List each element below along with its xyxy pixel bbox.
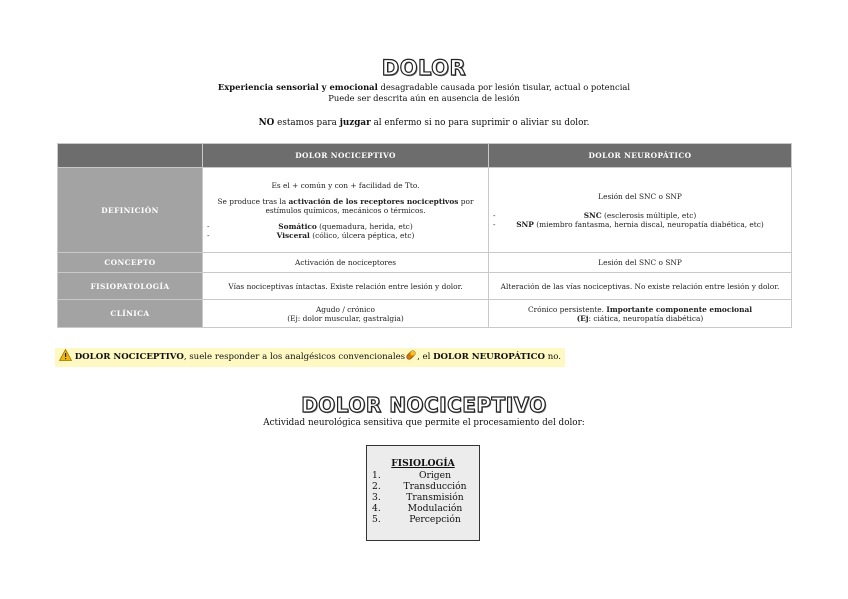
clinica-neuro-ej-rest: : ciática, neuropatía diabética)	[588, 313, 704, 323]
noci-def-line1: Es el + común y con + facilidad de Tto.	[271, 180, 420, 190]
noci-visceral-bold: Visceral	[276, 230, 310, 240]
noci-def-pre: Se produce tras la	[217, 196, 289, 206]
note-text-1: estamos para	[274, 118, 340, 128]
page-title: DOLOR	[381, 56, 467, 80]
row-label-definicion: DEFINICIÓN	[58, 168, 203, 253]
pill-icon	[405, 349, 417, 361]
warning-text-1: , suele responder a los analgésicos convencionales	[183, 352, 406, 362]
table-row-fisiopatologia	[58, 273, 792, 300]
list-item-label: Modulación	[407, 503, 463, 514]
list-item-label: Transmisión	[406, 492, 464, 503]
neuro-snc-line: - SNC (esclerosis múltiple, etc)	[493, 210, 697, 220]
list-item-num: 5.	[372, 514, 381, 525]
fisiologia-title: FISIOLOGÍA	[391, 458, 455, 469]
cell-clinica-noci	[203, 300, 489, 328]
clinica-neuro-line2	[493, 314, 787, 323]
header-neuropatico: DOLOR NEUROPÁTICO	[489, 144, 792, 168]
note-text-2: al enfermo si no para suprimir o aliviar su dolor.	[370, 118, 590, 128]
list-item	[372, 514, 476, 525]
clinica-neuro-bold: Importante componente emocional	[606, 304, 753, 314]
row-label-clinica: CLÍNICA	[58, 300, 203, 328]
row-label-fisiopatologia: FISIOPATOLOGÍA	[58, 273, 203, 300]
neuro-def-line1: Lesión del SNC o SNP	[598, 191, 682, 201]
list-item	[372, 470, 476, 481]
header-nociceptivo: DOLOR NOCICEPTIVO	[203, 144, 489, 168]
list-item-num: 1.	[372, 470, 381, 481]
clinica-neuro-line1	[493, 305, 787, 314]
noci-somatico-bold: Somático	[278, 221, 317, 231]
noci-def-para	[207, 197, 484, 215]
section-title: DOLOR NOCICEPTIVO	[301, 393, 547, 417]
warning-icon	[59, 349, 72, 361]
header-empty	[58, 144, 203, 168]
neuro-snp-line: - SNP (miembro fantasma, hernia discal, neuropatía diabética, etc)	[493, 219, 764, 229]
list-item-label: Transducción	[403, 481, 467, 492]
fisiologia-list	[372, 470, 476, 525]
row-label-concepto: CONCEPTO	[58, 253, 203, 273]
cell-concepto-neuro: Lesión del SNC o SNP	[489, 253, 792, 273]
clinica-neuro-pre: Crónico persistente.	[527, 304, 607, 314]
neuro-snc-bold: SNC	[583, 210, 602, 220]
noci-visceral-line: - Visceral (cólico, úlcera péptica, etc)	[207, 230, 415, 240]
cell-fisiopatologia-neuro: Alteración de las vías nociceptivas. No existe relación entre lesión y dolor.	[489, 273, 792, 300]
warning-banner	[55, 348, 565, 367]
list-item-num: 4.	[372, 503, 381, 514]
list-item-label: Origen	[418, 470, 452, 481]
neuro-snc-rest: (esclerosis múltiple, etc)	[601, 210, 697, 220]
section-subtitle: Actividad neurológica sensitiva que permite el procesamiento del dolor:	[263, 418, 585, 428]
note-line	[0, 118, 848, 128]
neuro-snp-bold: SNP	[516, 219, 534, 229]
cell-fisiopatologia-noci: Vías nociceptivas íntactas. Existe relación entre lesión y dolor.	[203, 273, 489, 300]
note-juzgar: juzgar	[339, 118, 371, 128]
fisiologia-box	[366, 445, 480, 541]
list-item-num: 3.	[372, 492, 381, 503]
warning-noci-bold: DOLOR NOCICEPTIVO	[74, 352, 184, 362]
list-item	[372, 503, 476, 514]
definition-rest: desagradable causada por lesión tisular, actual o potencial	[377, 82, 631, 92]
warning-text-2: , el	[417, 352, 434, 362]
definition-bold: Experiencia sensorial y emocional	[217, 82, 378, 92]
cell-definicion-neuro	[489, 168, 792, 253]
note-no: NO	[258, 118, 275, 128]
noci-visceral-rest: (cólico, úlcera péptica, etc)	[309, 230, 415, 240]
list-item-label: Percepción	[409, 514, 461, 525]
definition-line-2: Puede ser descrita aún en ausencia de lesión	[328, 93, 520, 103]
noci-def-post: por estímulos químicos, mecánicos o térmicos.	[265, 196, 474, 215]
neuro-snp-rest: (miembro fantasma, hernia discal, neuropatía diabética, etc)	[533, 219, 764, 229]
list-item	[372, 492, 476, 503]
cell-definicion-noci	[203, 168, 489, 253]
clinica-neuro-ej-bold: (Ej	[576, 313, 589, 323]
table-row-definicion	[58, 168, 792, 253]
clinica-noci-line2: (Ej: dolor muscular, gastralgia)	[287, 313, 404, 323]
list-item	[372, 481, 476, 492]
cell-concepto-noci: Activación de nociceptores	[203, 253, 489, 273]
warning-text-3: no.	[545, 352, 562, 362]
definition-line	[0, 82, 848, 92]
table-row-concepto	[58, 253, 792, 273]
table-row-clinica	[58, 300, 792, 328]
noci-somatico-rest: (quemadura, herida, etc)	[316, 221, 413, 231]
comparison-table	[57, 143, 792, 328]
noci-somatico-line: - Somático (quemadura, herida, etc)	[207, 221, 413, 231]
clinica-noci-line1: Agudo / crónico	[315, 304, 376, 314]
table-header-row	[58, 144, 792, 168]
warning-neuro-bold: DOLOR NEUROPÁTICO	[433, 352, 546, 362]
noci-def-bold: activación de los receptores nociceptivos	[288, 196, 459, 206]
cell-clinica-neuro	[489, 300, 792, 328]
list-item-num: 2.	[372, 481, 381, 492]
